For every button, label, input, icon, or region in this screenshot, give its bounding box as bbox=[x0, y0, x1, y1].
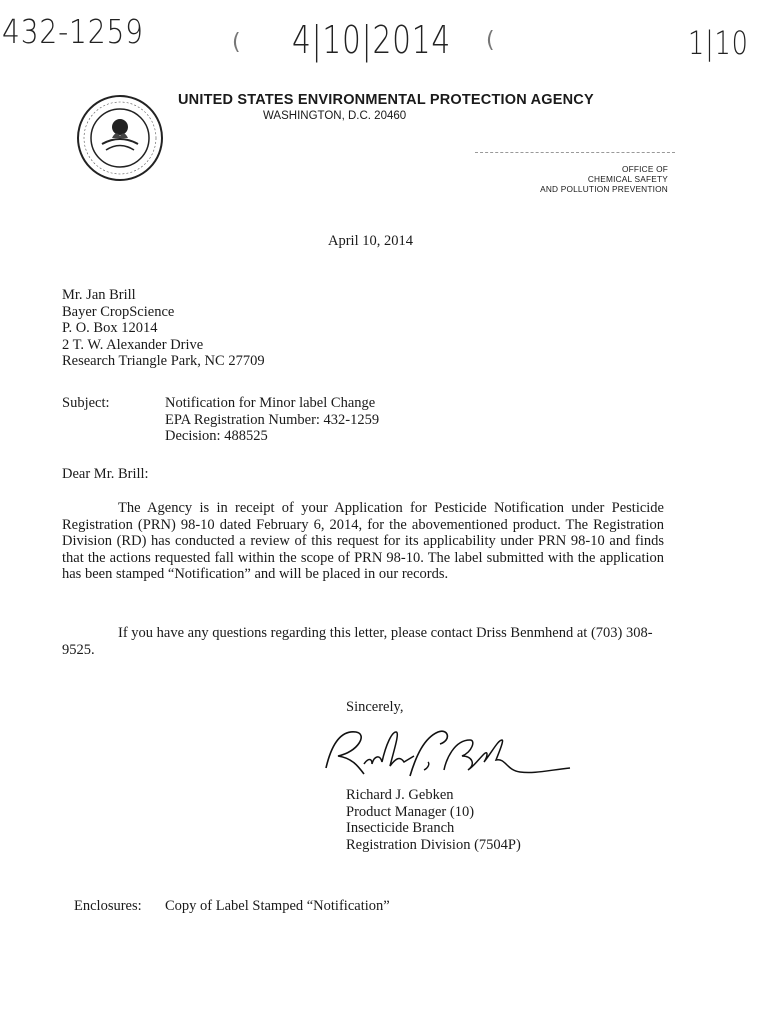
handwritten-registration-number: 432-1259 bbox=[2, 12, 144, 51]
scan-mark: ( bbox=[232, 30, 241, 55]
closing: Sincerely, bbox=[346, 699, 404, 715]
agency-address: WASHINGTON, D.C. 20460 bbox=[263, 110, 407, 122]
letter-date: April 10, 2014 bbox=[328, 233, 413, 249]
epa-seal-icon bbox=[76, 94, 164, 182]
recipient-address: Mr. Jan Brill Bayer CropScience P. O. Box 12014 2 T. W. Alexander Drive Research Triangle Park, NC 27709 bbox=[62, 287, 265, 369]
handwritten-page-mark: 1|10 bbox=[688, 24, 749, 62]
enclosures-label: Enclosures: bbox=[74, 898, 142, 914]
salutation: Dear Mr. Brill: bbox=[62, 466, 149, 482]
subject-label: Subject: bbox=[62, 395, 110, 411]
subject-lines: Notification for Minor label Change EPA Registration Number: 432-1259 Decision: 488525 bbox=[165, 395, 380, 444]
signature-icon bbox=[312, 712, 582, 788]
signer-block: Richard J. Gebken Product Manager (10) Insecticide Branch Registration Division (7504P) bbox=[346, 787, 521, 853]
agency-name: UNITED STATES ENVIRONMENTAL PROTECTION AGENCY bbox=[178, 92, 594, 108]
handwritten-date: 4|10|2014 bbox=[292, 18, 451, 62]
body-paragraph-2: If you have any questions regarding this letter, please contact Driss Benmhend at (703) 308-9525. bbox=[62, 625, 653, 658]
scan-mark: ( bbox=[486, 28, 495, 53]
office-name: OFFICE OF CHEMICAL SAFETY AND POLLUTION PREVENTION bbox=[540, 164, 668, 194]
enclosures-text: Copy of Label Stamped “Notification” bbox=[165, 898, 390, 914]
letterhead-rule bbox=[475, 152, 675, 153]
body-paragraph-1: The Agency is in receipt of your Application for Pesticide Notification under Pesticide Registration (PRN) 98-10 dated February 6, 2014, for the abovementioned product. The Registration Division (RD) has conducted a review of this request for its applicability under PRN 98-10 and finds that the actions requested fall within the scope of PRN 98-10. The label submitted with the application has been stamped “Notification” and will be placed in our records. bbox=[62, 500, 665, 582]
